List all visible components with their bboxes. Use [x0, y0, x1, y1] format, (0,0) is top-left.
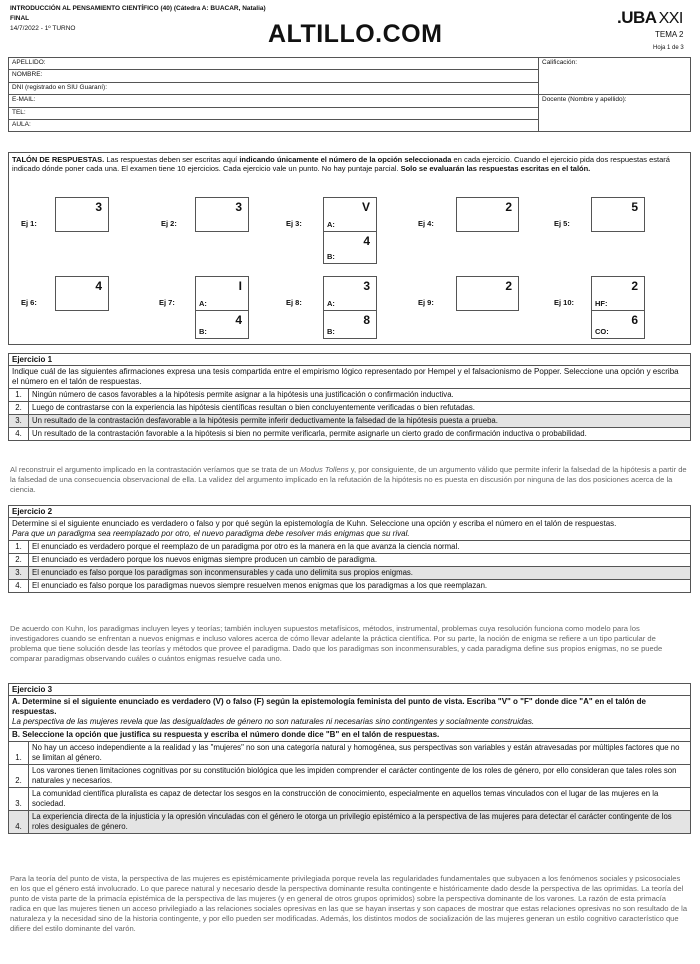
exercise-3-explanation: Para la teoría del punto de vista, la perspectiva de las mujeres es epistémicamente privilegiada porque revela las regularidades fundamentales que subyacen a los fenómenos sociales y psicosociales en los que el género está involucrado. Lo que parece natural y necesario desde la perspectiva dominante resulta contingente e históricamente dado desde la perspectiva de las oprimidas. La teoría del punto de vista parte de la primacía epistémica de la perspectiva de las mujeres (y en general de otros grupos oprimidos) sobre la perspectiva dominante de los varones. La razón de esta primacía radica en que las mujeres tienen un acceso privilegiado a las relaciones sociales opresivas en las que se hayan insertas y son capaces de mostrar que estas relaciones opresivas no son resultado de la naturaleza y la necesidad sino de la historia contingente, y por ello pueden ser modificadas. Además, los distintos modos de socialización de las mujeres generan un estilo cognitivo característico que difiere del estilo dominante del varón. [10, 874, 688, 933]
part-a-text: A. Determine si el siguiente enunciado es verdadero (V) o falso (F) según la epistemología feminista del punto de vista. Escriba "V" o "F" donde dice "A" en el talón de respuestas. [12, 697, 646, 716]
ej10-label: Ej 10: [554, 298, 575, 307]
ej7-label: Ej 7: [159, 298, 175, 307]
ej8b-label: B: [327, 327, 335, 336]
field-nombre[interactable]: NOMBRE: [9, 70, 539, 82]
instr-bold-1: indicando únicamente el número de la opción seleccionada [239, 155, 452, 164]
field-apellido[interactable]: APELLIDO: [9, 58, 539, 70]
ej5-answer-box[interactable] [591, 197, 645, 232]
option-text: Luego de contrastarse con la experiencia las hipótesis científicas resultan o bien concluyentemente verificadas o bien refutadas. [29, 402, 691, 415]
option-row[interactable] [9, 788, 691, 811]
option-row-selected[interactable] [9, 811, 691, 834]
exercise-2-title: Ejercicio 2 [8, 505, 691, 517]
option-number: 2. [9, 554, 29, 567]
field-docente[interactable]: Docente (Nombre y apellido): [539, 95, 691, 132]
option-number: 3. [9, 567, 29, 580]
exam-header [10, 4, 266, 34]
ej10a-value: 2 [631, 279, 638, 293]
ej4-answer-box[interactable] [456, 197, 519, 232]
exam-type: FINAL [10, 15, 30, 22]
ej10a-label: HF: [595, 299, 608, 308]
option-row[interactable] [9, 402, 691, 415]
exercise-2 [8, 505, 691, 593]
ej4-value: 2 [505, 200, 512, 214]
ej8-label: Ej 8: [286, 298, 302, 307]
ej6-answer-box[interactable] [55, 276, 109, 311]
option-number: 1. [9, 541, 29, 554]
ej10b-label: CO: [595, 327, 609, 336]
option-row[interactable] [9, 765, 691, 788]
exercise-1-options [8, 388, 691, 441]
exercise-3-part-a [8, 695, 691, 728]
option-text: La comunidad científica pluralista es capaz de detectar los sesgos en la construcción de conocimiento, especialmente en aquellos temas vinculados con el lugar de las mujeres en la sociedad. [29, 788, 691, 811]
exercise-2-statement [8, 517, 691, 540]
instr-text-2: en cada ejercicio. Cuando el ejercicio pida dos respuestas estará indicado dónde poner cada una. El examen tiene 10 ejercicios. Cada ejercicio vale un punto. No hay puntaje parcial. [12, 155, 670, 173]
exercise-2-explanation: De acuerdo con Kuhn, los paradigmas incluyen leyes y teorías; también incluyen supuestos metafísicos, métodos, instrumental, problemas cuya resolución funciona como modelo para los investigadores cuando se enfrentan a nuevos enigmas e incluso valores acerca de cómo llevar adelante la práctica científica. Por su parte, la noción de enigma se refiere a un tipo particular de problema que tiene solución desde las teorías y métodos que provee el paradigma. Dado que los paradigmas son inconmensurables, y cada paradigma define sus propios enigmas, no se puede comparar paradigmas observando cuáles o cuántos enigmas resuelve cada uno. [10, 624, 663, 663]
option-number: 1. [9, 742, 29, 765]
ej7a-value: I [238, 279, 242, 293]
ej7a-label: A: [199, 299, 207, 308]
ej5-value: 5 [631, 200, 638, 214]
ej7b-answer-box[interactable] [195, 310, 249, 339]
option-text: El enunciado es falso porque los paradigmas son inconmensurables y cada uno delimita sus propios enigmas. [29, 567, 691, 580]
page-number: Hoja 1 de 3 [653, 45, 684, 51]
option-number: 1. [9, 389, 29, 402]
option-row-selected[interactable] [9, 567, 691, 580]
ej7b-value: 4 [235, 313, 242, 327]
option-number: 4. [9, 428, 29, 441]
explanation-text: y, por consiguiente, de un argumento válido que permite inferir la falsedad de la hipótesis a partir de la falsedad de una consecuencia observacional de ella. La validez del argumento implicado en la refutación de la hipótesis no es puesta en discusión por ninguna de las dos posiciones acerca de la ciencia. [10, 465, 687, 494]
ej3-label: Ej 3: [286, 219, 302, 228]
statement-text: Determine si el siguiente enunciado es verdadero o falso y por qué según la epistemología de Kuhn. Seleccione una opción y escriba el número en el talón de respuestas. [12, 519, 617, 528]
exercise-3-title: Ejercicio 3 [8, 683, 691, 695]
field-calificacion[interactable]: Calificación: [539, 58, 691, 95]
answer-sheet-title: TALÓN DE RESPUESTAS. [12, 155, 105, 164]
option-row[interactable] [9, 389, 691, 402]
ej8a-value: 3 [363, 279, 370, 293]
ej10a-answer-box[interactable] [591, 276, 645, 311]
exercise-1 [8, 353, 691, 441]
exercise-3-part-b: B. Seleccione la opción que justifica su respuesta y escriba el número donde dice "B" en el talón de respuestas. [8, 728, 691, 741]
uba-logo [617, 8, 683, 28]
option-text: Un resultado de la contrastación desfavorable a la hipótesis permite inferir deductivamente la falsedad de la hipótesis puesta a prueba. [29, 415, 691, 428]
answer-sheet [8, 152, 691, 345]
option-number: 2. [9, 402, 29, 415]
explanation-text: Al reconstruir el argumento implicado en la contrastación veríamos que se trata de un [10, 465, 300, 474]
option-text: Los varones tienen limitaciones cognitivas por su constitución biológica que les impiden comprender el carácter contingente de los roles de género, por ello consideran que tales roles son naturales y necesarios. [29, 765, 691, 788]
ej6-label: Ej 6: [21, 298, 37, 307]
ej9-value: 2 [505, 279, 512, 293]
ej3a-answer-box[interactable] [323, 197, 377, 232]
ej8a-answer-box[interactable] [323, 276, 377, 311]
option-row[interactable] [9, 541, 691, 554]
tema-label: TEMA 2 [655, 30, 684, 39]
ej3a-label: A: [327, 220, 335, 229]
option-number: 3. [9, 788, 29, 811]
exercise-3-options [8, 741, 691, 834]
ej7a-answer-box[interactable] [195, 276, 249, 311]
ej8b-value: 8 [363, 313, 370, 327]
option-text: Ningún número de casos favorables a la hipótesis permite asignar a la hipótesis una justificación o confirmación inductiva. [29, 389, 691, 402]
option-number: 4. [9, 811, 29, 834]
ej6-value: 4 [95, 279, 102, 293]
ej3b-value: 4 [363, 234, 370, 248]
field-email[interactable]: E-MAIL: [9, 95, 539, 107]
site-title: ALTILLO.COM [268, 20, 443, 48]
option-number: 4. [9, 580, 29, 593]
option-row-selected[interactable] [9, 415, 691, 428]
exercise-2-options [8, 540, 691, 593]
ej1-label: Ej 1: [21, 219, 37, 228]
ej2-answer-box[interactable] [195, 197, 249, 232]
option-row[interactable] [9, 742, 691, 765]
uba-logo-text: .UBA [617, 8, 657, 27]
ej10b-answer-box[interactable] [591, 310, 645, 339]
option-text: No hay un acceso independiente a la realidad y las "mujeres" no son una categoría natural y homogénea, sus perspectivas son variables y están atravesadas por múltiples factores que no se limitan al género. [29, 742, 691, 765]
instr-bold-2: Solo se evaluarán las respuestas escritas en el talón. [400, 164, 591, 173]
field-tel[interactable]: TEL: [9, 107, 539, 119]
field-dni[interactable]: DNI (registrado en SIU Guaraní): [9, 82, 539, 94]
ej7b-label: B: [199, 327, 207, 336]
option-row[interactable] [9, 554, 691, 567]
ej2-value: 3 [235, 200, 242, 214]
ej10b-value: 6 [631, 313, 638, 327]
ej4-label: Ej 4: [418, 219, 434, 228]
ej1-value: 3 [95, 200, 102, 214]
ej2-label: Ej 2: [161, 219, 177, 228]
ej3a-value: V [361, 200, 370, 214]
option-text: El enunciado es verdadero porque el reemplazo de un paradigma por otro es la manera en la que avanza la ciencia normal. [29, 541, 691, 554]
instr-text-1: Las respuestas deben ser escritas aquí [104, 155, 240, 164]
ej5-label: Ej 5: [554, 219, 570, 228]
ej1-answer-box[interactable] [55, 197, 109, 232]
ej9-answer-box[interactable] [456, 276, 519, 311]
option-row[interactable] [9, 580, 691, 593]
course-title: INTRODUCCIÓN AL PENSAMIENTO CIENTÍFICO (40) (Cátedra A: BUACAR, Natalia) [10, 5, 266, 12]
option-row[interactable] [9, 428, 691, 441]
student-info-table [8, 57, 691, 132]
ej8b-answer-box[interactable] [323, 310, 377, 339]
option-text: La experiencia directa de la injusticia y la opresión vinculadas con el género le otorga un privilegio epistémico a la perspectiva de las mujeres para detectar el carácter contingente de los roles desiguales de género. [29, 811, 691, 834]
option-text: El enunciado es verdadero porque los nuevos enigmas siempre producen un cambio de paradigma. [29, 554, 691, 567]
part-a-quote: La perspectiva de las mujeres revela que las desigualdades de género no son naturales ni necesarias sino contingentes y socialmente construidas. [12, 717, 535, 726]
statement-quote: Para que un paradigma sea reemplazado por otro, el nuevo paradigma debe resolver más enigmas que su rival. [12, 529, 410, 538]
ej8a-label: A: [327, 299, 335, 308]
option-number: 2. [9, 765, 29, 788]
exercise-1-explanation [10, 465, 688, 495]
ej3b-label: B: [327, 252, 335, 261]
option-text: Un resultado de la contrastación favorable a la hipótesis si bien no permite verificarla, permite asignarle un cierto grado de confirmación inductiva o probabilidad. [29, 428, 691, 441]
explanation-emphasis: Modus Tollens [299, 465, 349, 474]
exercise-1-title: Ejercicio 1 [8, 353, 691, 365]
ej3b-answer-box[interactable] [323, 231, 377, 264]
field-aula[interactable]: AULA: [9, 119, 539, 131]
exam-date: 14/7/2022 - 1º TURNO [10, 25, 76, 32]
ej9-label: Ej 9: [418, 298, 434, 307]
uba-logo-xxi: XXI [658, 10, 683, 27]
exercise-1-statement: Indique cuál de las siguientes afirmaciones expresa una tesis compartida entre el empirismo lógico representado por Hempel y el falsacionismo de Popper. Seleccione una opción y escriba el número en el talón de respuestas. [8, 365, 691, 388]
answer-sheet-instructions [12, 155, 684, 173]
exercise-3 [8, 683, 691, 834]
option-number: 3. [9, 415, 29, 428]
option-text: El enunciado es falso porque los paradigmas nuevos siempre resuelven menos enigmas que los paradigmas a los que reemplazan. [29, 580, 691, 593]
